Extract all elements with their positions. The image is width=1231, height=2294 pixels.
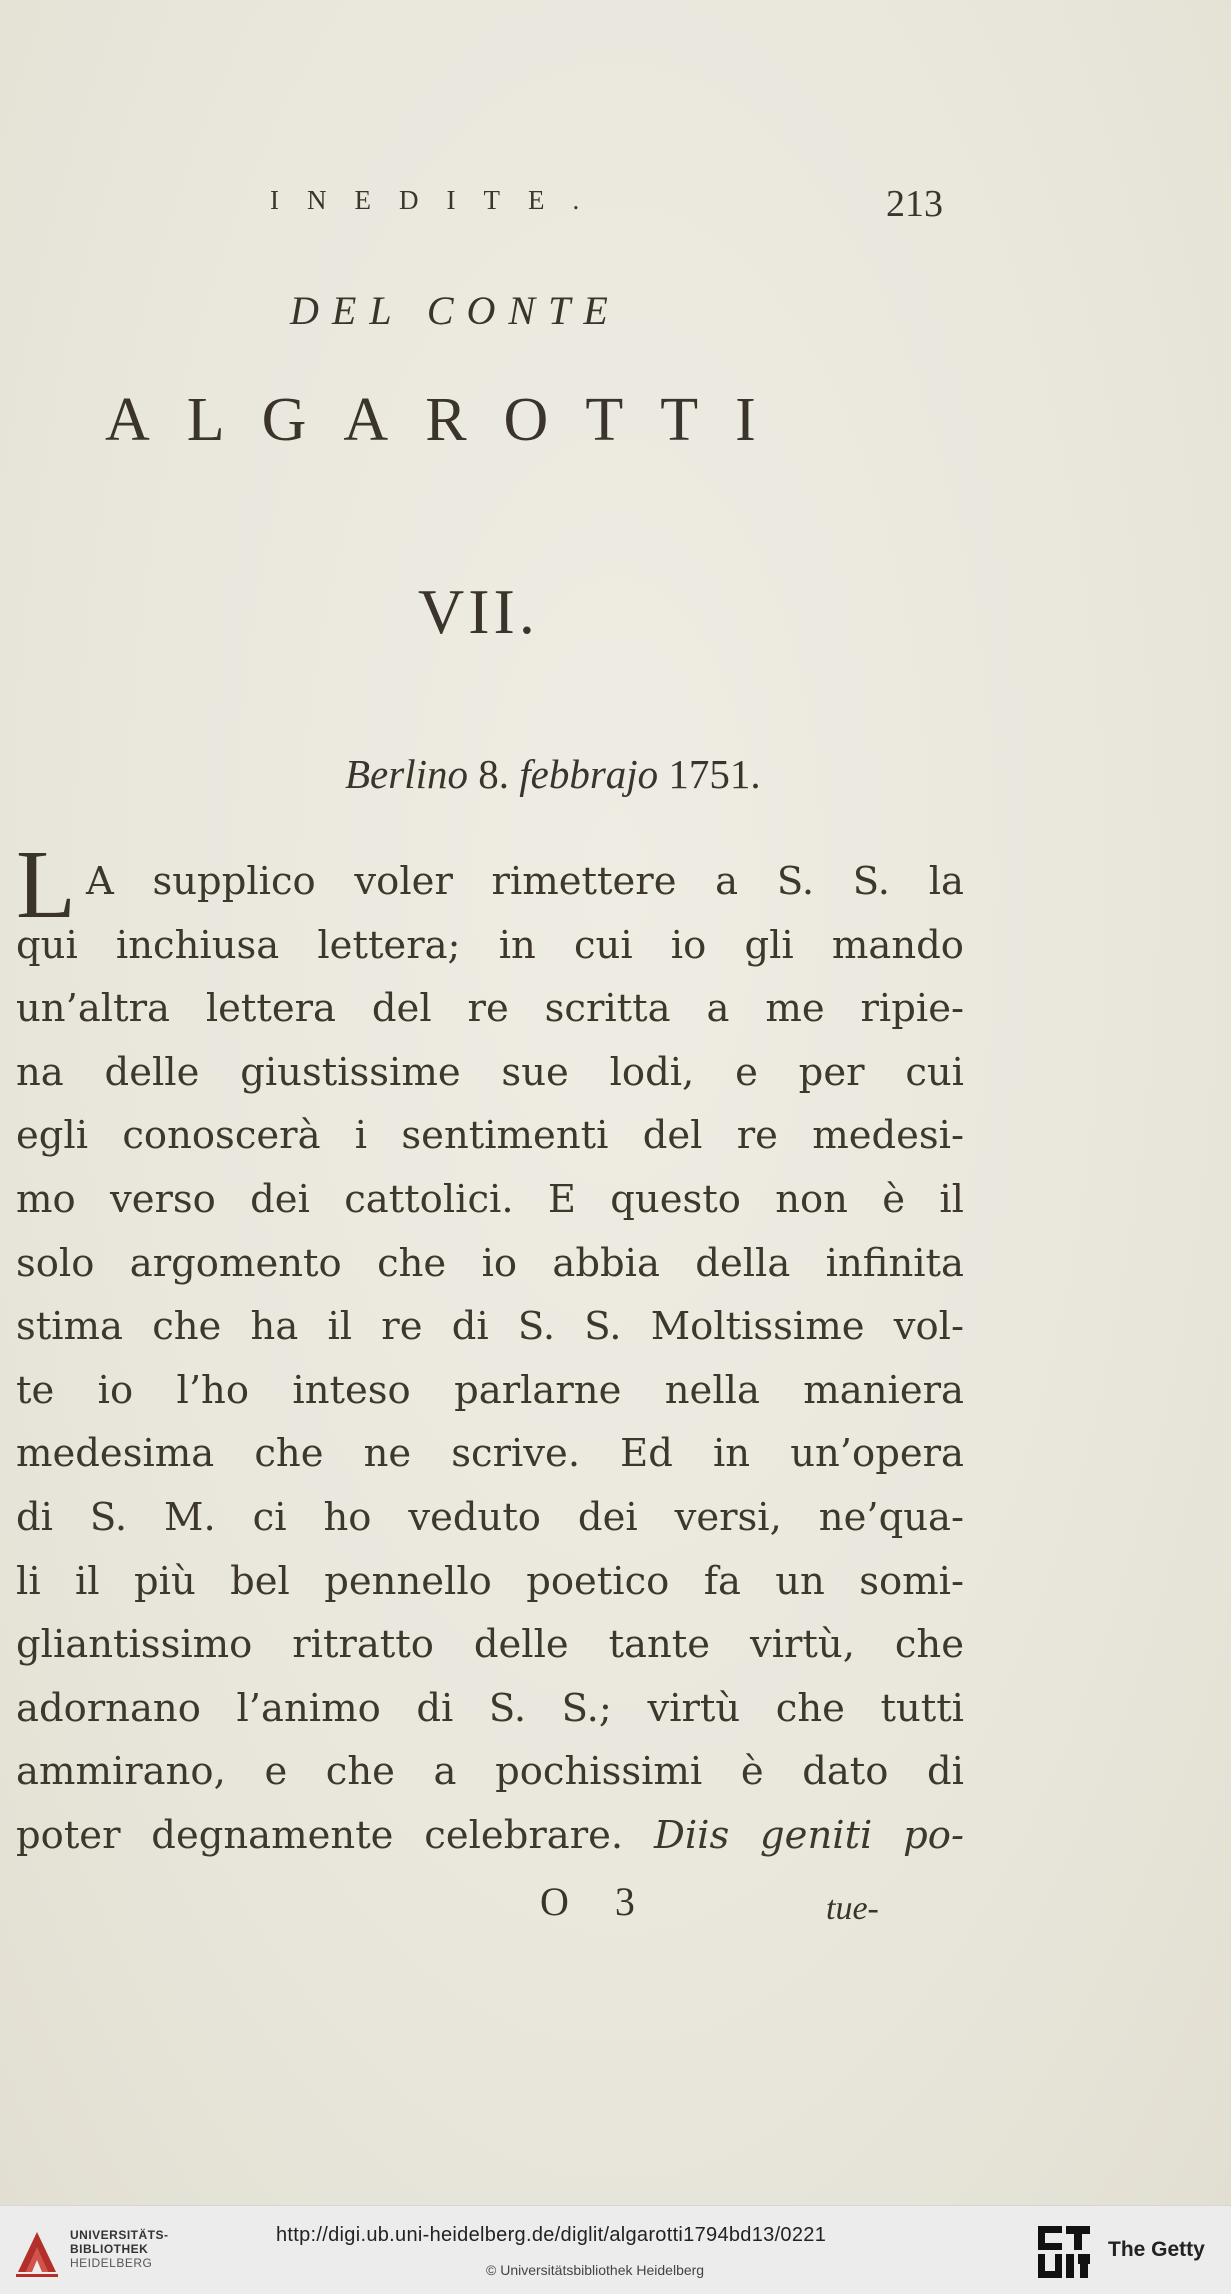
- dateline-place: Berlino: [345, 751, 468, 797]
- text-line: adornano l’animo di S. S.; virtù che tutti: [16, 1685, 964, 1731]
- text-line: egli conoscerà i sentimenti del re medesi-: [16, 1113, 964, 1159]
- text-line: ammirano, e che a pochissimi è dato di: [16, 1749, 964, 1795]
- text-line: te io l’ho inteso parlarne nella maniera: [16, 1367, 964, 1413]
- text-line: di S. M. ci ho veduto dei versi, ne’qua-: [16, 1494, 964, 1540]
- text-line: mo verso dei cattolici. E questo non è il: [16, 1176, 964, 1222]
- footer-bar: [0, 2205, 1231, 2294]
- text-line: solo argomento che io abbia della infinita: [16, 1240, 964, 1286]
- signature-mark: O 3: [540, 1879, 653, 1924]
- library-name: [70, 2228, 169, 2270]
- library-line-1: UNIVERSITÄTS-: [70, 2228, 169, 2242]
- dateline: [345, 750, 975, 798]
- drop-cap: L: [16, 831, 76, 939]
- chapter-number: VII.: [418, 576, 539, 647]
- text-line-last: [16, 1804, 964, 1868]
- permalink-url[interactable]: http://digi.ub.uni-heidelberg.de/diglit/algarotti1794bd13/0221: [276, 2224, 827, 2246]
- catchword: tue-: [826, 1890, 879, 1927]
- heidelberg-library-logo-icon[interactable]: [12, 2224, 62, 2280]
- last-line-roman: poter degnamente celebrare.: [16, 1812, 624, 1858]
- getty-label: The Getty: [1108, 2238, 1205, 2261]
- text-line: na delle giustissime sue lodi, e per cui: [16, 1049, 964, 1095]
- copyright-notice: © Universitätsbibliothek Heidelberg: [486, 2262, 705, 2278]
- dateline-year: 1751.: [668, 751, 761, 797]
- heading-large: ALGAROTTI: [105, 386, 793, 454]
- heading-small: DEL CONTE: [290, 288, 621, 333]
- running-head: INEDITE.: [270, 185, 608, 215]
- text-line: medesima che ne scrive. Ed in un’opera: [16, 1431, 964, 1477]
- body-text: [16, 850, 964, 1868]
- last-line-italic: Diis geniti po-: [653, 1812, 964, 1858]
- getty-logo-icon[interactable]: [1036, 2224, 1092, 2280]
- text-line: qui inchiusa lettera; in cui io gli mando: [16, 922, 964, 968]
- text-line: un’altra lettera del re scritta a me ripie-: [16, 986, 964, 1032]
- dateline-month: febbrajo: [519, 751, 659, 797]
- text-line: gliantissimo ritratto delle tante virtù, che: [16, 1622, 964, 1668]
- text-line: stima che ha il re di S. S. Moltissime vol-: [16, 1304, 964, 1350]
- page-number: 213: [886, 183, 943, 225]
- text-line: li il più bel pennello poetico fa un somi-: [16, 1558, 964, 1604]
- text-line: A supplico voler rimettere a S. S. la: [86, 859, 964, 904]
- library-line-2: BIBLIOTHEK: [70, 2242, 149, 2256]
- library-line-3: HEIDELBERG: [70, 2256, 153, 2270]
- dateline-day: 8.: [478, 751, 509, 797]
